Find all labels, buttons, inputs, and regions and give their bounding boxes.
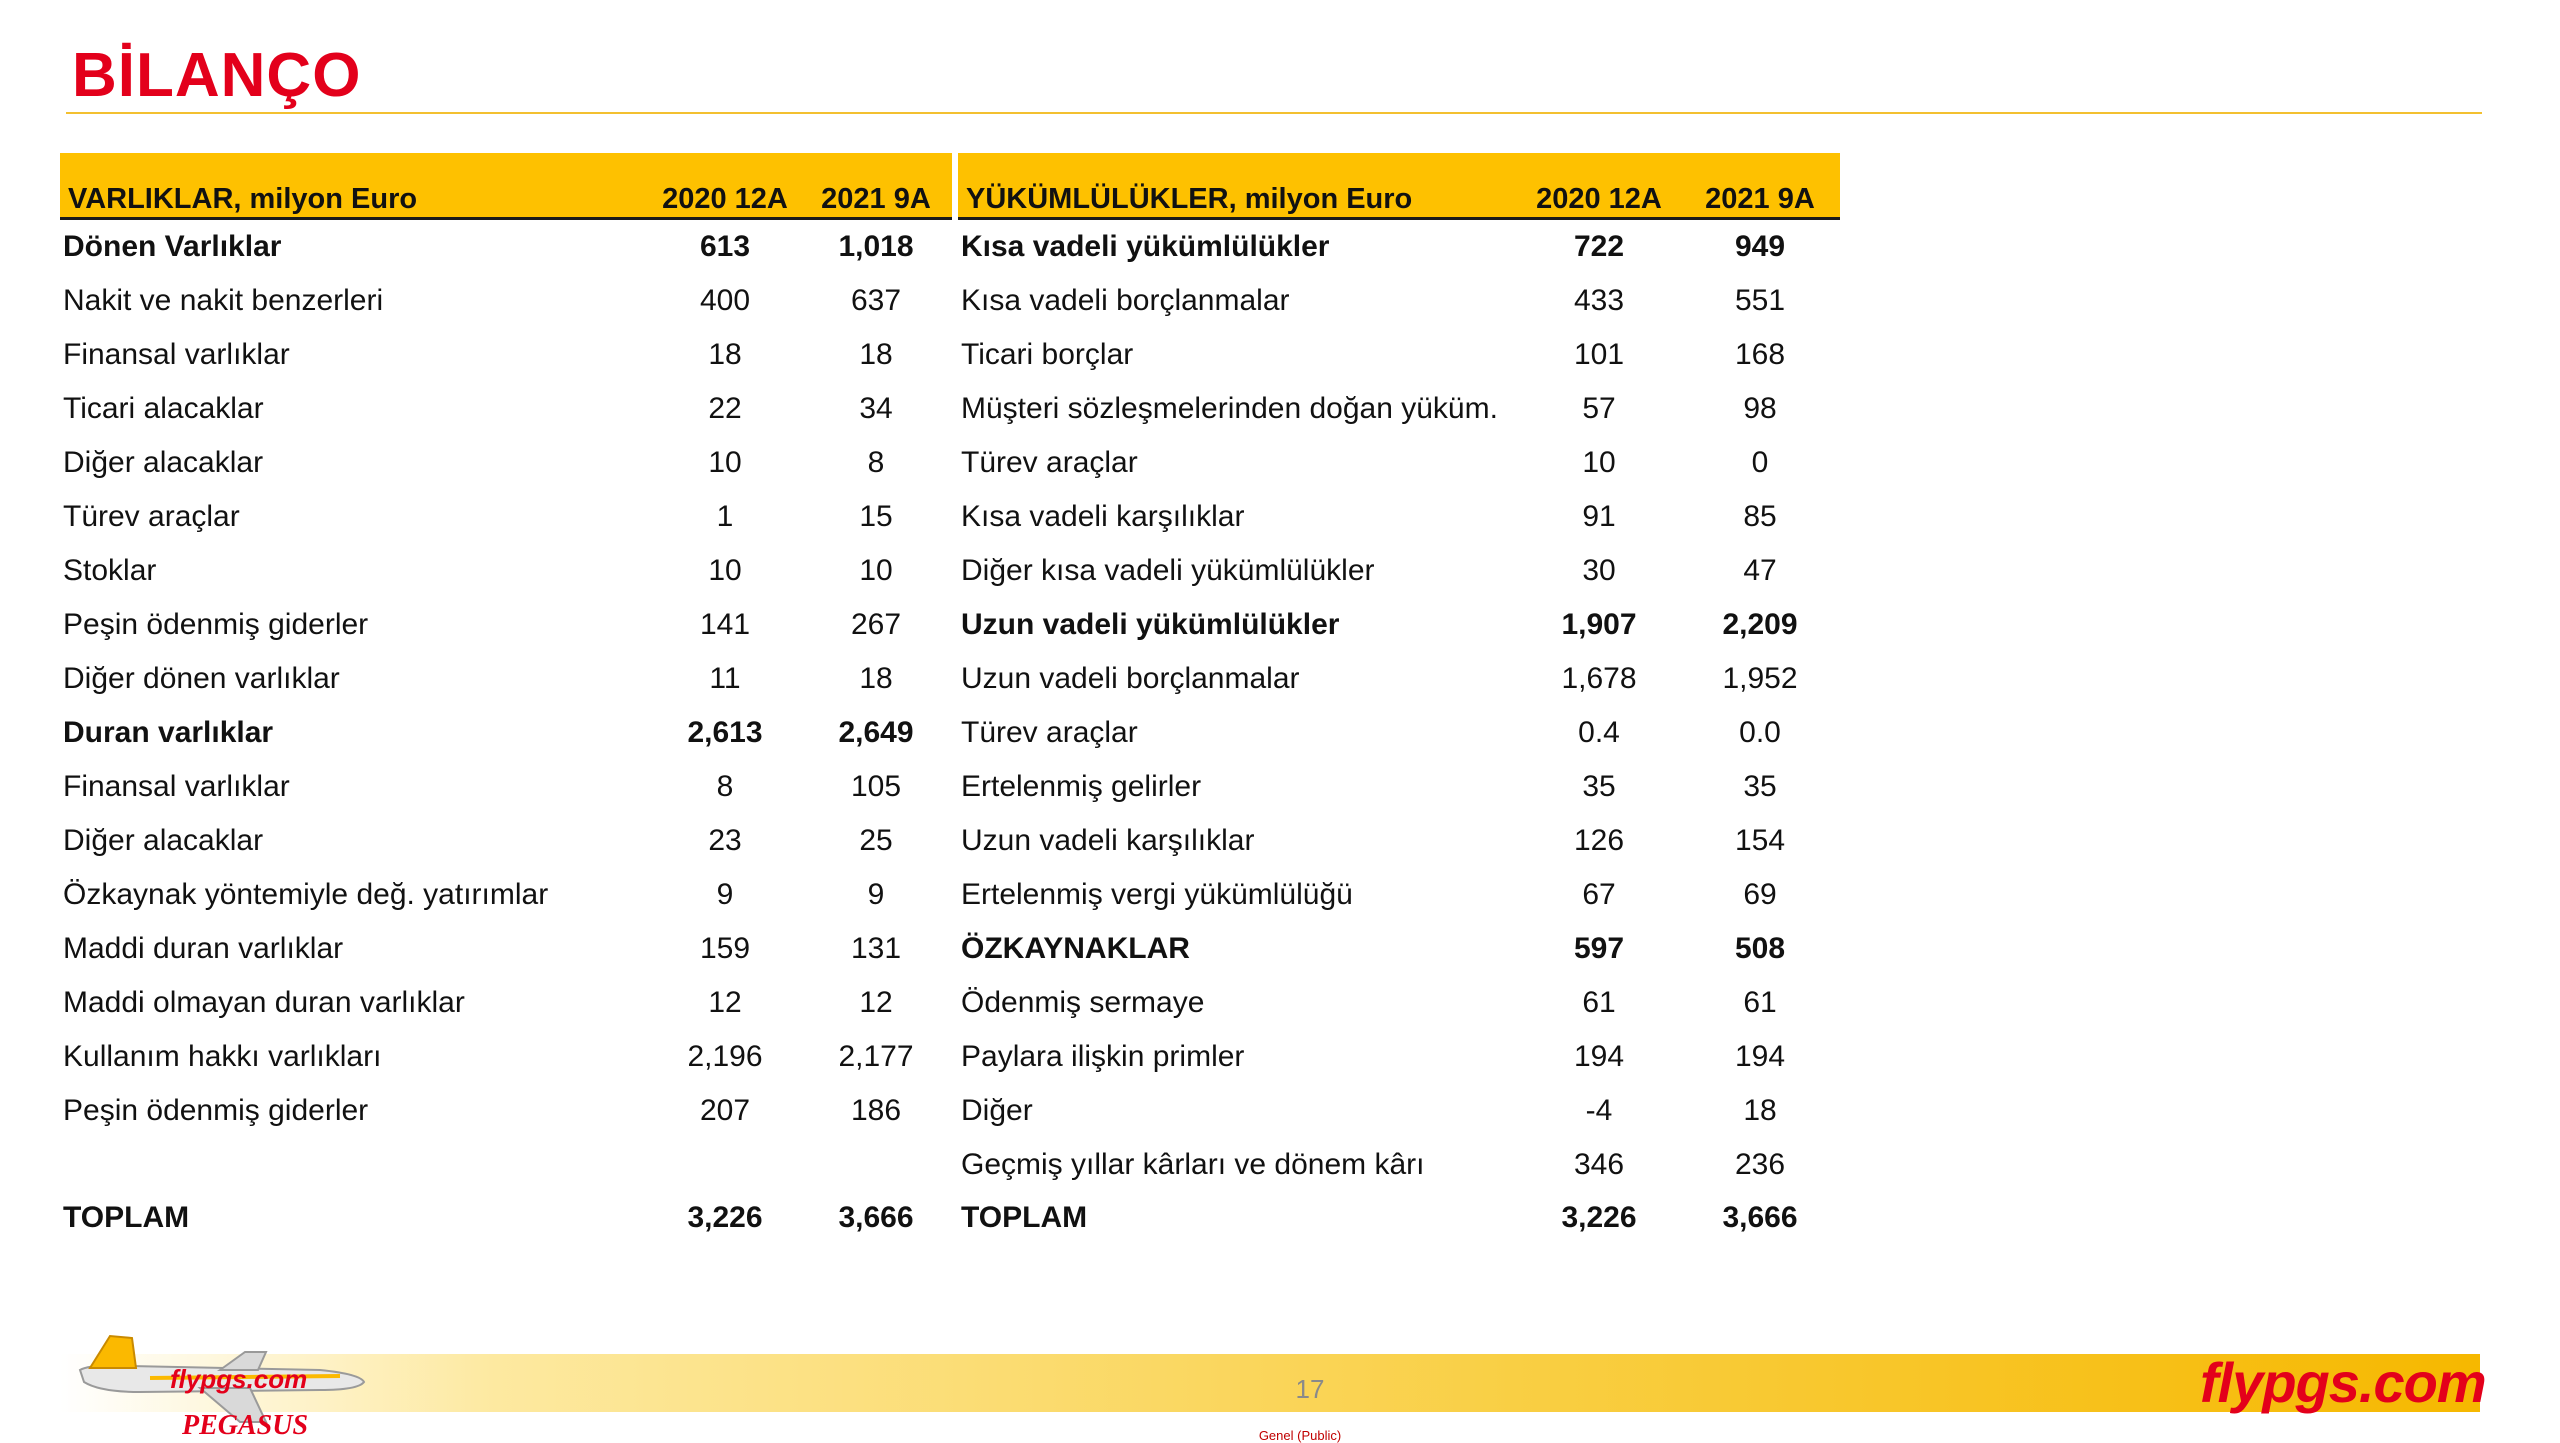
- table-row: [958, 1030, 1840, 1084]
- row-value-2020: 23: [708, 824, 742, 857]
- table-row: [958, 976, 1840, 1030]
- row-label: Paylara ilişkin primler: [961, 1040, 1245, 1073]
- total-value-2020: 3,226: [687, 1201, 763, 1234]
- row-label: Duran varlıklar: [63, 716, 274, 749]
- row-value-2020: 2,196: [687, 1040, 763, 1073]
- assets-header-2021: 2021 9A: [800, 153, 952, 219]
- row-label: Türev araçlar: [63, 500, 240, 533]
- table-row: [958, 544, 1840, 598]
- row-value-2020: 10: [708, 554, 742, 587]
- liabilities-row-short-term: [958, 219, 1840, 275]
- row-label: Diğer kısa vadeli yükümlülükler: [961, 554, 1375, 587]
- classification-label: Genel (Public): [1258, 1428, 1342, 1443]
- assets-header-label: VARLIKLAR, milyon Euro: [60, 153, 650, 219]
- row-label: ÖZKAYNAKLAR: [961, 932, 1190, 965]
- logo-url-text: flypgs.com: [170, 1364, 308, 1394]
- row-value-2020: 35: [1582, 770, 1616, 803]
- row-value-2020: -4: [1585, 1094, 1613, 1127]
- row-value-2020: 0.4: [1578, 716, 1620, 749]
- total-value-2020: 3,226: [1561, 1201, 1637, 1234]
- row-value-2021: 15: [859, 500, 893, 533]
- row-value-2020: 613: [699, 230, 751, 263]
- row-value-2021: 236: [1734, 1148, 1786, 1181]
- row-value-2020: 597: [1573, 932, 1625, 965]
- table-row: [60, 382, 952, 436]
- row-label: Kısa vadeli borçlanmalar: [961, 284, 1290, 317]
- row-value-2020: 12: [708, 986, 742, 1019]
- table-row: [958, 436, 1840, 490]
- row-value-2021: 105: [850, 770, 902, 803]
- row-value-2021: 25: [859, 824, 893, 857]
- row-value-2021: 0.0: [1739, 716, 1781, 749]
- row-value-2020: 8: [716, 770, 734, 803]
- table-row: [60, 814, 952, 868]
- row-label: Müşteri sözleşmelerinden doğan yüküm.: [961, 392, 1498, 425]
- row-value-2020: 126: [1573, 824, 1625, 857]
- row-label: Diğer alacaklar: [63, 446, 264, 479]
- row-value-2021: 267: [850, 608, 902, 641]
- row-label: Peşin ödenmiş giderler: [63, 608, 369, 641]
- row-label: Ertelenmiş vergi yükümlülüğü: [961, 878, 1353, 911]
- logo-wordmark: PEGASUS: [182, 1410, 309, 1440]
- row-value-2021: 194: [1734, 1040, 1786, 1073]
- title-divider: [66, 112, 2482, 114]
- row-value-2020: 67: [1582, 878, 1616, 911]
- total-label: TOPLAM: [961, 1201, 1088, 1234]
- row-value-2020: 11: [709, 662, 741, 695]
- row-value-2020: 91: [1582, 500, 1616, 533]
- row-label: Ticari borçlar: [961, 338, 1134, 371]
- liabilities-header-2021: 2021 9A: [1680, 153, 1840, 219]
- row-value-2020: 1,678: [1561, 662, 1637, 695]
- row-label: Finansal varlıklar: [63, 770, 290, 803]
- row-value-2021: 18: [859, 662, 893, 695]
- row-label: Kısa vadeli karşılıklar: [961, 500, 1245, 533]
- row-value-2021: 637: [850, 284, 902, 317]
- assets-header-row: [60, 153, 952, 219]
- row-value-2021: 35: [1743, 770, 1777, 803]
- row-value-2021: 2,209: [1722, 608, 1798, 641]
- row-value-2021: 98: [1743, 392, 1777, 425]
- table-row: [958, 490, 1840, 544]
- table-row: [60, 922, 952, 976]
- row-value-2021: 8: [867, 446, 885, 479]
- row-value-2021: 154: [1734, 824, 1786, 857]
- table-row: [958, 760, 1840, 814]
- row-label: Türev araçlar: [961, 446, 1138, 479]
- liabilities-table: [958, 153, 1840, 1244]
- total-value-2021: 3,666: [838, 1201, 914, 1234]
- row-value-2020: 57: [1582, 392, 1616, 425]
- table-row: [60, 1084, 952, 1138]
- row-value-2020: 346: [1573, 1148, 1625, 1181]
- row-label: Özkaynak yöntemiyle değ. yatırımlar: [63, 878, 549, 911]
- row-value-2020: 433: [1573, 284, 1625, 317]
- row-value-2021: 2,649: [838, 716, 914, 749]
- row-value-2020: 101: [1573, 338, 1625, 371]
- total-value-2021: 3,666: [1722, 1201, 1798, 1234]
- row-value-2020: 30: [1582, 554, 1616, 587]
- row-value-2020: 141: [699, 608, 751, 641]
- row-value-2020: 18: [708, 338, 742, 371]
- assets-row-non-current-assets: [60, 706, 952, 760]
- liabilities-row-equity: [958, 922, 1840, 976]
- assets-total-row: [60, 1192, 952, 1244]
- table-row: [958, 1138, 1840, 1192]
- row-label: Maddi duran varlıklar: [63, 932, 344, 965]
- row-label: Nakit ve nakit benzerleri: [63, 284, 384, 317]
- table-row: [60, 490, 952, 544]
- row-label: Ödenmiş sermaye: [961, 986, 1205, 1019]
- row-label: Dönen Varlıklar: [63, 230, 282, 263]
- row-value-2020: 2,613: [687, 716, 763, 749]
- table-row: [60, 652, 952, 706]
- page-number: 17: [1295, 1374, 1325, 1404]
- table-row: [60, 544, 952, 598]
- row-value-2021: 47: [1743, 554, 1777, 587]
- spacer-row: [60, 1138, 952, 1192]
- table-row: [958, 328, 1840, 382]
- row-label: Diğer: [961, 1094, 1033, 1127]
- row-value-2021: 2,177: [838, 1040, 914, 1073]
- row-value-2021: 1,952: [1722, 662, 1798, 695]
- row-label: Uzun vadeli karşılıklar: [961, 824, 1255, 857]
- row-value-2021: 131: [850, 932, 902, 965]
- row-label: Ertelenmiş gelirler: [961, 770, 1202, 803]
- row-value-2021: 0: [1751, 446, 1769, 479]
- pegasus-plane-logo: [70, 1330, 370, 1440]
- assets-row-current-assets: [60, 219, 952, 275]
- table-row: [60, 328, 952, 382]
- row-value-2021: 949: [1734, 230, 1786, 263]
- row-value-2021: 34: [859, 392, 893, 425]
- total-label: TOPLAM: [63, 1201, 190, 1234]
- row-value-2020: 1,907: [1561, 608, 1637, 641]
- table-row: [958, 706, 1840, 760]
- table-row: [60, 976, 952, 1030]
- row-value-2020: 1: [716, 500, 734, 533]
- row-value-2020: 10: [708, 446, 742, 479]
- row-label: Kısa vadeli yükümlülükler: [961, 230, 1330, 263]
- row-value-2020: 400: [699, 284, 751, 317]
- row-label: Maddi olmayan duran varlıklar: [63, 986, 465, 1019]
- row-value-2020: 194: [1573, 1040, 1625, 1073]
- row-label: Diğer alacaklar: [63, 824, 264, 857]
- row-value-2021: 9: [867, 878, 885, 911]
- row-label: Kullanım hakkı varlıkları: [63, 1040, 382, 1073]
- table-row: [60, 1030, 952, 1084]
- table-row: [958, 1084, 1840, 1138]
- row-label: Uzun vadeli yükümlülükler: [961, 608, 1340, 641]
- row-value-2021: 18: [1743, 1094, 1777, 1127]
- table-row: [958, 382, 1840, 436]
- liabilities-total-row: [958, 1192, 1840, 1244]
- brand-wordmark: flypgs.com: [2200, 1351, 2486, 1414]
- row-value-2021: 508: [1734, 932, 1786, 965]
- liabilities-header-row: [958, 153, 1840, 219]
- row-value-2021: 69: [1743, 878, 1777, 911]
- footer-band: [60, 1354, 2480, 1412]
- row-label: Ticari alacaklar: [63, 392, 264, 425]
- liabilities-header-2020: 2020 12A: [1518, 153, 1680, 219]
- row-value-2020: 9: [716, 878, 734, 911]
- table-row: [958, 868, 1840, 922]
- row-value-2020: 159: [699, 932, 751, 965]
- row-label: Diğer dönen varlıklar: [63, 662, 340, 695]
- row-value-2020: 22: [708, 392, 742, 425]
- table-row: [60, 436, 952, 490]
- table-row: [958, 652, 1840, 706]
- row-value-2020: 61: [1582, 986, 1616, 1019]
- page-title: BİLANÇO: [72, 41, 362, 110]
- table-row: [60, 760, 952, 814]
- liabilities-row-long-term: [958, 598, 1840, 652]
- row-value-2021: 85: [1743, 500, 1777, 533]
- row-label: Peşin ödenmiş giderler: [63, 1094, 369, 1127]
- row-label: Finansal varlıklar: [63, 338, 290, 371]
- assets-table: [60, 153, 952, 1244]
- table-row: [60, 598, 952, 652]
- row-value-2021: 1,018: [838, 230, 914, 263]
- row-value-2020: 10: [1582, 446, 1616, 479]
- liabilities-header-label: YÜKÜMLÜLÜKLER, milyon Euro: [958, 153, 1518, 219]
- row-value-2021: 61: [1743, 986, 1777, 1019]
- row-value-2021: 168: [1734, 338, 1786, 371]
- row-value-2021: 10: [859, 554, 893, 587]
- row-label: Stoklar: [63, 554, 157, 587]
- row-label: Uzun vadeli borçlanmalar: [961, 662, 1300, 695]
- table-row: [958, 274, 1840, 328]
- row-value-2020: 207: [699, 1094, 751, 1127]
- row-value-2021: 551: [1734, 284, 1786, 317]
- table-row: [958, 814, 1840, 868]
- row-label: Türev araçlar: [961, 716, 1138, 749]
- table-row: [60, 868, 952, 922]
- row-value-2021: 12: [859, 986, 893, 1019]
- row-value-2020: 722: [1573, 230, 1625, 263]
- assets-header-2020: 2020 12A: [650, 153, 800, 219]
- row-value-2021: 186: [850, 1094, 902, 1127]
- row-label: Geçmiş yıllar kârları ve dönem kârı: [961, 1148, 1425, 1181]
- table-row: [60, 274, 952, 328]
- row-value-2021: 18: [859, 338, 893, 371]
